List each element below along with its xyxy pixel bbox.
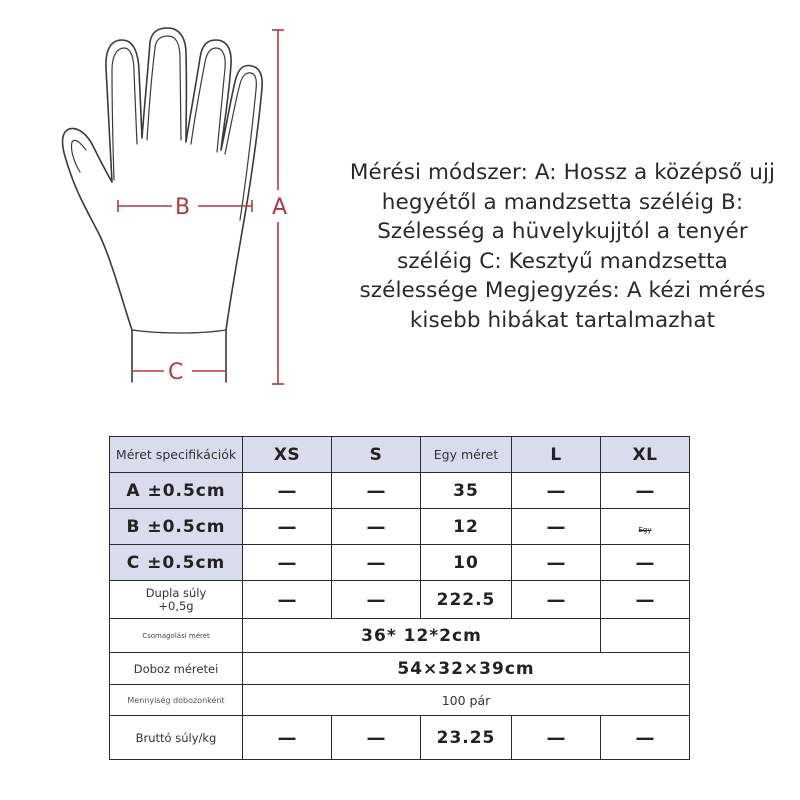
table-row [110, 685, 690, 716]
table-row [110, 545, 690, 581]
table-cell: — [332, 473, 421, 509]
qty-value: 100 pár [243, 685, 690, 716]
method-line: Szélesség a hüvelykujjtól a tenyér [377, 219, 748, 244]
table-cell: — [243, 545, 332, 581]
table-cell: — [601, 545, 690, 581]
struck-text: Egy [638, 526, 652, 534]
row-label-c: C ±0.5cm [110, 545, 243, 581]
row-label-b: B ±0.5cm [110, 509, 243, 545]
table-row [110, 509, 690, 545]
table-cell: — [601, 473, 690, 509]
size-one-header: Egy méret [421, 437, 512, 473]
table-cell: 10 [421, 545, 512, 581]
packing-value: 36* 12*2cm [243, 619, 601, 653]
row-label-gross: Bruttó súly/kg [110, 716, 243, 760]
size-s-header: S [332, 437, 421, 473]
row-label-a: A ±0.5cm [110, 473, 243, 509]
table-row [110, 653, 690, 685]
size-l-header: L [512, 437, 601, 473]
size-xs-header: XS [243, 437, 332, 473]
method-line: Mérési módszer: A: Hossz a középső ujj [349, 160, 776, 185]
weight-label-line2: +0,5g [158, 598, 194, 613]
label-b: B [175, 195, 191, 220]
table-row [110, 473, 690, 509]
table-cell: — [243, 716, 332, 760]
table-cell [601, 509, 690, 545]
table-cell: 35 [421, 473, 512, 509]
table-row [110, 581, 690, 619]
row-label-box: Doboz méretei [110, 653, 243, 685]
table-cell-empty [601, 619, 690, 653]
table-row [110, 716, 690, 760]
table-cell: — [601, 581, 690, 619]
measurement-method-text [325, 158, 800, 335]
method-line: szélessége Megjegyzés: A kézi mérés [359, 278, 766, 303]
label-c: C [168, 360, 184, 385]
weight-label-line1: Dupla súly [145, 585, 207, 600]
table-cell: — [332, 509, 421, 545]
table-cell: — [601, 716, 690, 760]
table-cell: — [332, 545, 421, 581]
method-line: kisebb hibákat tartalmazhat [409, 307, 716, 333]
table-cell: — [332, 581, 421, 619]
glove-outline [63, 28, 263, 382]
box-value: 54×32×39cm [243, 653, 690, 685]
label-a: A [272, 195, 288, 220]
method-line: széléig C: Kesztyű mandzsetta [397, 248, 728, 274]
header-label: Méret specifikációk [110, 437, 243, 473]
size-spec-table [109, 436, 690, 760]
table-cell: 12 [421, 509, 512, 545]
method-line: hegyétől a mandzsetta széléig B: [381, 189, 744, 215]
table-cell: 23.25 [421, 716, 512, 760]
table-row [110, 619, 690, 653]
table-cell: — [512, 716, 601, 760]
table-cell: — [512, 509, 601, 545]
table-cell: — [243, 509, 332, 545]
row-label-packing: Csomagolási méret [110, 619, 243, 653]
table-header-row [110, 437, 690, 473]
table-cell: — [512, 581, 601, 619]
table-cell: — [243, 581, 332, 619]
table-cell: — [512, 473, 601, 509]
table-cell: — [332, 716, 421, 760]
size-xl-header: XL [601, 437, 690, 473]
row-label-weight [110, 581, 243, 619]
glove-diagram [0, 0, 330, 400]
table-cell: — [512, 545, 601, 581]
table-cell: — [243, 473, 332, 509]
table-cell: 222.5 [421, 581, 512, 619]
row-label-qty: Mennyiség dobozonként [110, 685, 243, 716]
